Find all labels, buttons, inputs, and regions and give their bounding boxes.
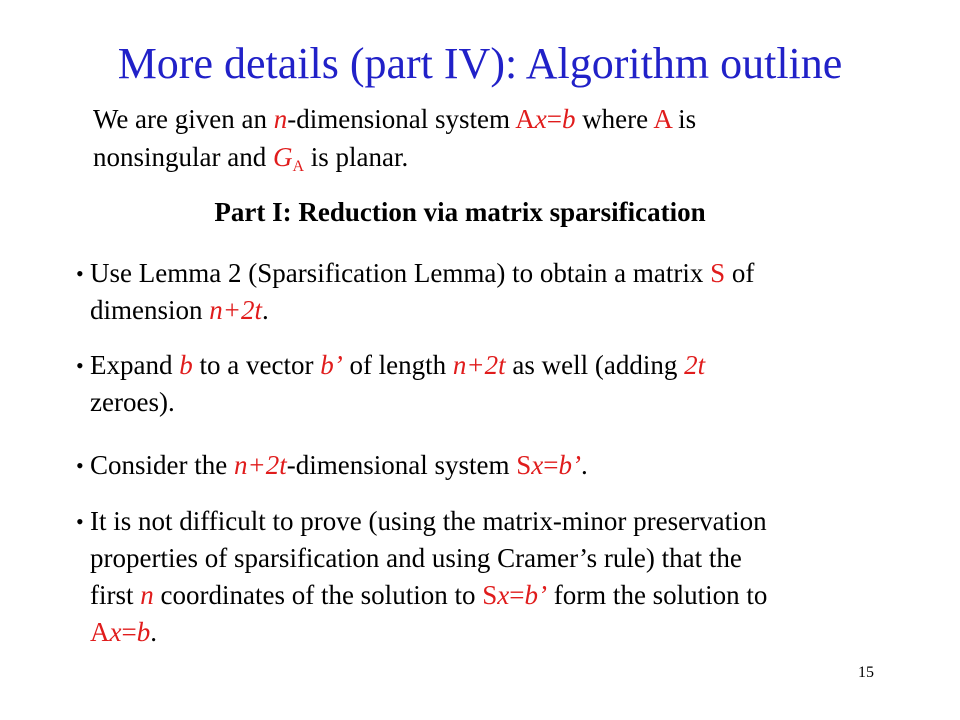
bullet-marker: • bbox=[76, 453, 84, 478]
bullet-marker: • bbox=[76, 261, 84, 286]
page-number: 15 bbox=[858, 664, 874, 681]
bullet-item bbox=[76, 447, 906, 484]
bullet-marker: • bbox=[76, 353, 84, 378]
bullet-item bbox=[76, 503, 906, 651]
bullet-text: Use Lemma 2 (Sparsification Lemma) to obtain a matrix S of dimension n+2t. bbox=[90, 258, 755, 325]
slide-title: More details (part IV): Algorithm outline bbox=[117, 39, 843, 88]
bullet-text: Consider the n+2t-dimensional system Sx=b’. bbox=[90, 450, 588, 480]
bullet-text: Expand b to a vector b’ of length n+2t as well (adding 2t zeroes). bbox=[90, 350, 706, 417]
bullet-text: It is not difficult to prove (using the matrix-minor preservation properties of sparsification and using Cramer’s rule) that the first n coordinates of the solution to Sx=b’ form the solution to Ax=b. bbox=[90, 506, 768, 647]
bullet-item bbox=[76, 347, 906, 421]
bullet-item bbox=[76, 255, 906, 329]
bullet-marker: • bbox=[76, 509, 84, 534]
part-heading: Part I: Reduction via matrix sparsification bbox=[214, 197, 706, 227]
intro-paragraph: We are given an n-dimensional system Ax=b where A is nonsingular and $G_A$ is planar. bbox=[93, 104, 697, 175]
